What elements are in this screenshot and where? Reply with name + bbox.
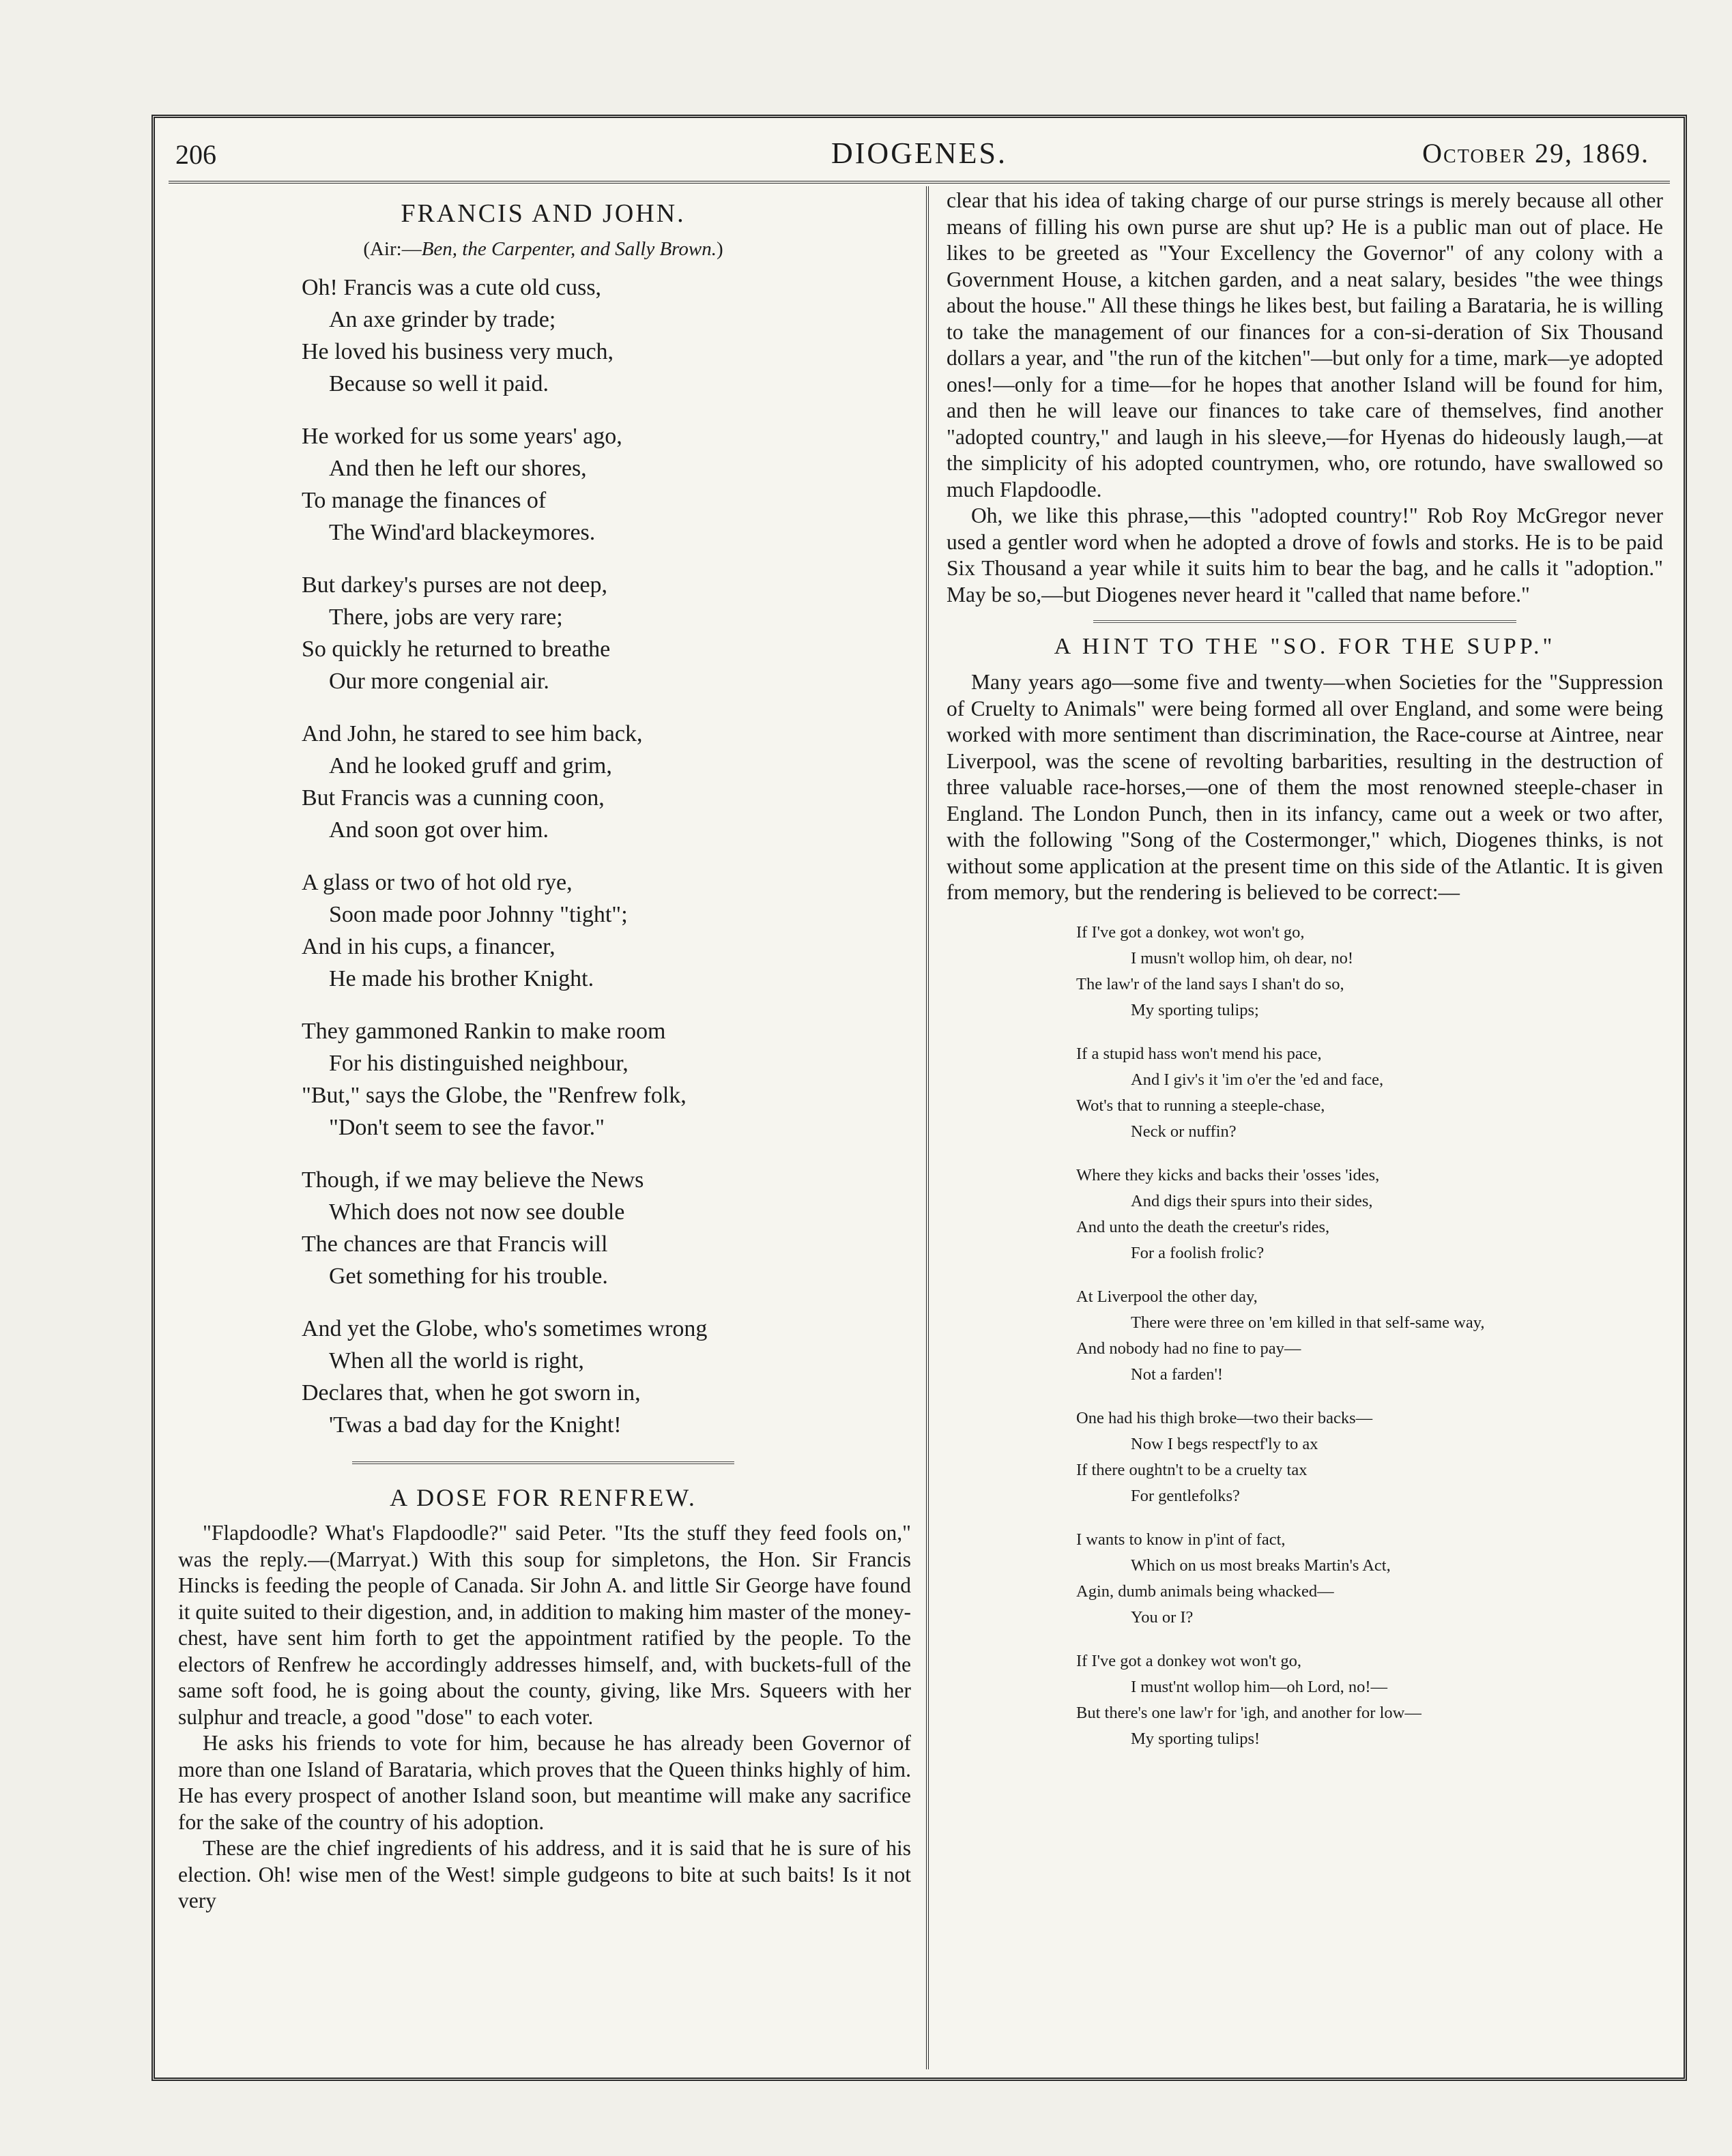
poem-line: And unto the death the creetur's rides,: [1076, 1217, 1330, 1236]
article-paragraph: "Flapdoodle? What's Flapdoodle?" said Peter. "Its the stuff they feed fools on," was the reply.—(Marryat.) With this soup for simpletons, the Hon. Sir Francis Hincks is feeding the people of Canada. Sir John A. and little Sir George have found it quite suited to their digestion, and, in addition to making him master of the money-chest, have sent him forth to get the appointment ratified by the people. To the electors of Renfrew he accordingly addresses himself, and, with buckets-full of the same soft food, he is going about the county, giving, like Mrs. Squeers with her sulphur and treacle, a good "dose" to each voter.: [178, 1521, 911, 1729]
poem-line: 'Twas a bad day for the Knight!: [329, 1412, 622, 1438]
poem-line: My sporting tulips;: [1131, 1000, 1259, 1019]
stanza: [1076, 1405, 1670, 1509]
poem-line: If I've got a donkey wot won't go,: [1076, 1651, 1301, 1670]
poem-line: The law'r of the land says I shan't do so,: [1076, 974, 1344, 993]
poem-line: But Francis was a cunning coon,: [302, 785, 605, 811]
stanza: [1076, 1527, 1670, 1631]
poem-air: (Air:—Ben, the Carpenter, and Sally Brown.): [363, 238, 723, 260]
poem-line: You or I?: [1131, 1607, 1194, 1627]
stanza: [302, 569, 918, 697]
stanza: [302, 1164, 918, 1292]
poem-line: And digs their spurs into their sides,: [1131, 1191, 1373, 1210]
poem-line: The chances are that Francis will: [302, 1232, 608, 1257]
page-number: 206: [175, 139, 216, 170]
left-column: [169, 188, 918, 2068]
article-paragraph: He asks his friends to vote for him, because he has already been Governor of more than one Island of Barataria, which proves that the Queen thinks highly of him. He has every prospect of another Island soon, but meantime will make any sacrifice for the sake of the country of his adoption.: [178, 1731, 911, 1834]
poem-line: Agin, dumb animals being whacked—: [1076, 1582, 1334, 1601]
poem-line: Which on us most breaks Martin's Act,: [1131, 1556, 1391, 1575]
poem-line: Though, if we may believe the News: [302, 1167, 644, 1193]
poem-line: To manage the finances of: [302, 488, 547, 513]
stanza: [302, 1015, 918, 1143]
right-column: [940, 188, 1670, 2068]
poem-line: And yet the Globe, who's sometimes wrong: [302, 1316, 708, 1341]
poem-line: Our more congenial air.: [329, 669, 549, 694]
poem-line: Soon made poor Johnny "tight";: [329, 902, 628, 927]
stanza: [1076, 1163, 1670, 1266]
masthead-title: DIOGENES.: [831, 136, 1007, 170]
poem-line: If a stupid hass won't mend his pace,: [1076, 1044, 1322, 1063]
poem-line: And John, he stared to see him back,: [302, 721, 643, 746]
poem-line: Now I begs respectf'ly to ax: [1131, 1434, 1318, 1453]
article-paragraph: These are the chief ingredients of his address, and it is said that he is sure of his election. Oh! wise men of the West! simple gudgeons to bite at such baits! Is it not very: [178, 1836, 911, 1912]
poem-line: But darkey's purses are not deep,: [302, 572, 607, 598]
poem-line: Get something for his trouble.: [329, 1264, 608, 1289]
section-rule: [352, 1461, 734, 1464]
poem-line: And in his cups, a financer,: [302, 934, 555, 959]
stanza: [1076, 1041, 1670, 1145]
poem-line: He loved his business very much,: [302, 339, 614, 364]
poem-line: There, jobs are very rare;: [329, 604, 563, 630]
page-header: [169, 128, 1670, 184]
poem-line: There were three on 'em killed in that self-same way,: [1131, 1313, 1485, 1332]
stanza: [1076, 920, 1670, 1023]
poem-line: He made his brother Knight.: [329, 966, 594, 991]
article-paragraph: clear that his idea of taking charge of our purse strings is merely because all other means of filling his own purse are shut up? He is a public man out of place. He likes to be greeted as "Your Excellency the Governor" of any colony with a Government House, a kitchen garden, and a neat salary, besides "the wee things about the house." All these things he likes best, but failing a Barataria, he is willing to take the management of our finances for a con-si-deration of Six Thousand dollars a year, and "the run of the kitchen"—but only for a time, mark—ye adopted ones!—only for a time—for he hopes that another Island will be found for him, and then he will leave our finances to take care of themselves, find another "adopted country," and laugh in his sleeve,—for Hyenas do hideously laugh,—at the simplicity of his adopted countrymen, who, ore rotundo, have swallowed so much Flapdoodle.: [947, 188, 1663, 501]
poem-line: For a foolish frolic?: [1131, 1243, 1265, 1262]
newspaper-page: [151, 115, 1687, 2081]
poem-line: He worked for us some years' ago,: [302, 424, 622, 449]
poem-line: So quickly he returned to breathe: [302, 637, 611, 662]
poem-line: My sporting tulips!: [1131, 1729, 1260, 1748]
stanza: [302, 866, 918, 995]
costermonger-song: [1076, 920, 1670, 1752]
column-divider: [926, 186, 929, 2069]
stanza: [302, 718, 918, 846]
poem-line: Oh! Francis was a cute old cuss,: [302, 275, 602, 300]
poem-line: Which does not now see double: [329, 1199, 625, 1225]
poem-line: If I've got a donkey, wot won't go,: [1076, 922, 1305, 942]
poem-line: A glass or two of hot old rye,: [302, 870, 573, 895]
poem-line: I musn't wollop him, oh dear, no!: [1131, 948, 1353, 967]
poem-line: When all the world is right,: [329, 1348, 584, 1373]
issue-date: October 29, 1869.: [1422, 138, 1649, 169]
poem-line: At Liverpool the other day,: [1076, 1287, 1258, 1306]
poem-line: I wants to know in p'int of fact,: [1076, 1530, 1286, 1549]
poem-line: An axe grinder by trade;: [329, 307, 556, 332]
poem-line: And then he left our shores,: [329, 456, 587, 481]
poem-line: And I giv's it 'im o'er the 'ed and face,: [1131, 1070, 1384, 1089]
francis-and-john-poem: [302, 272, 918, 1441]
article-paragraph: Oh, we like this phrase,—this "adopted country!" Rob Roy McGregor never used a gentler word when he adopted a drove of fowls and storks. He is to be paid Six Thousand a year while it suits him to bear the bag, and he calls it "adoption." May be so,—but Diogenes never heard it "called that name before.": [947, 504, 1663, 607]
poem-line: For his distinguished neighbour,: [329, 1051, 629, 1076]
poem-line: Where they kicks and backs their 'osses 'ides,: [1076, 1165, 1380, 1184]
poem-line: One had his thigh broke—two their backs—: [1076, 1408, 1373, 1427]
poem-line: The Wind'ard blackeymores.: [329, 520, 596, 545]
stanza: [302, 1313, 918, 1441]
poem-line: "Don't seem to see the favor.": [329, 1115, 605, 1140]
poem-line: Neck or nuffin?: [1131, 1122, 1237, 1141]
poem-line: If there oughtn't to be a cruelty tax: [1076, 1460, 1308, 1479]
section-title-dose-for-renfrew: A DOSE FOR RENFREW.: [390, 1484, 697, 1511]
poem-line: Because so well it paid.: [329, 371, 549, 396]
poem-line: And nobody had no fine to pay—: [1076, 1339, 1301, 1358]
poem-title-francis-and-john: FRANCIS AND JOHN.: [401, 199, 686, 228]
stanza: [1076, 1648, 1670, 1752]
stanza: [302, 272, 918, 400]
poem-line: And soon got over him.: [329, 817, 549, 843]
poem-line: But there's one law'r for 'igh, and another for low—: [1076, 1703, 1421, 1722]
poem-line: And he looked gruff and grim,: [329, 753, 612, 778]
stanza: [1076, 1284, 1670, 1388]
poem-line: Wot's that to running a steeple-chase,: [1076, 1096, 1325, 1115]
poem-line: Declares that, when he got sworn in,: [302, 1380, 641, 1405]
poem-line: "But," says the Globe, the "Renfrew folk,: [302, 1083, 687, 1108]
stanza: [302, 420, 918, 549]
poem-line: For gentlefolks?: [1131, 1486, 1240, 1505]
article-paragraph: Many years ago—some five and twenty—when Societies for the "Suppression of Cruelty to Animals" were being formed all over England, and some were being worked with more sentiment than discrimination, the Race-course at Aintree, near Liverpool, was the scene of revolting barbarities, resulting in the destruction of three valuable race-horses,—one of them the most renowned steeple-chaser in England. The London Punch, then in its infancy, came out a week or two after, with the following "Song of the Costermonger," which, Diogenes thinks, is not without some application at the present time on this side of the Atlantic. It is given from memory, but the rendering is believed to be correct:—: [947, 670, 1663, 904]
poem-line: Not a farden'!: [1131, 1365, 1224, 1384]
poem-line: They gammoned Rankin to make room: [302, 1019, 666, 1044]
poem-line: I must'nt wollop him—oh Lord, no!—: [1131, 1677, 1387, 1696]
section-title-hint: A HINT TO THE "SO. FOR THE SUPP.": [1054, 634, 1556, 659]
section-rule: [1093, 620, 1516, 623]
